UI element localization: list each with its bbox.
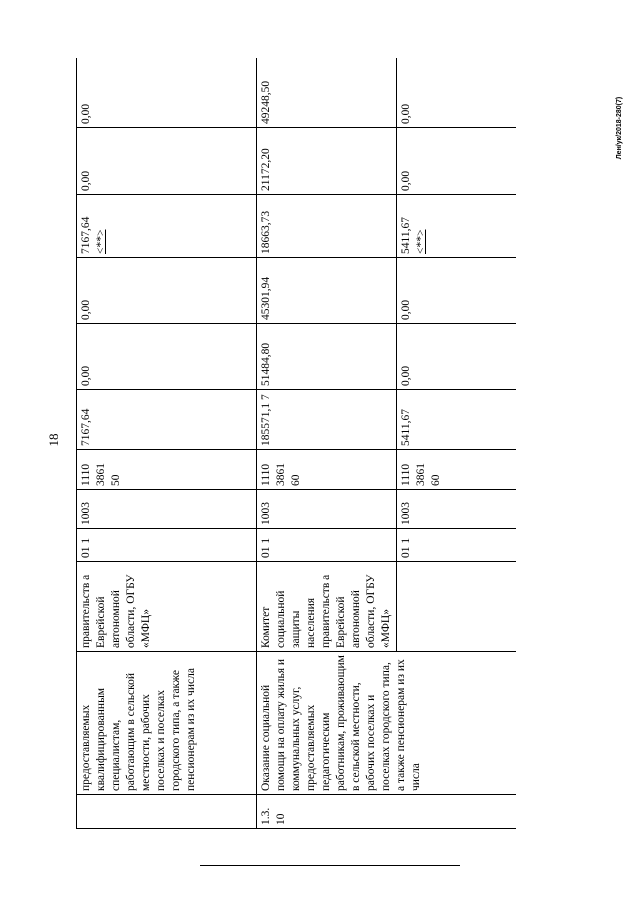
- cell-2014: 0,00: [397, 324, 517, 390]
- footnote-mark: <**>: [95, 229, 107, 254]
- cell-name: Оказание социальной помощи на оплату жилья и коммунальных услуг, предоставляемых педагогическим работникам, проживающим в сельской местности, рабочих поселках и поселках городского типа, а также пенсионерам из их числа: [257, 652, 517, 795]
- cell-2017: 21172,20: [257, 128, 397, 195]
- cell-2016: 18663,73: [257, 195, 397, 258]
- table-row: [77, 58, 257, 829]
- cell-name: предоставляемых квалифицированным специалистам, работающим в сельской местности, рабочих поселках и поселках городского типа, а также пенсионерам из их числа: [77, 652, 257, 795]
- document-code: Лен/ук/2018-280(7): [616, 96, 623, 160]
- page-number: 18: [46, 433, 61, 447]
- cell-csr: 1110 3861 50: [77, 450, 257, 490]
- cell-no: 1.3. 10: [257, 795, 517, 829]
- cell-executor: Комитет социальной защиты населения правительств а Еврейской автономной области, ОГБУ «МФЦ»: [257, 562, 397, 652]
- cell-2014: 0,00: [77, 324, 257, 390]
- cell-grbs: 01 1: [397, 529, 517, 562]
- footnote-mark: <**>: [415, 229, 427, 254]
- cell-csr: 1110 3861 60: [257, 450, 397, 490]
- cell-grbs: 01 1: [257, 529, 397, 562]
- table-row: [257, 58, 397, 829]
- cell-2016: [397, 195, 517, 258]
- program-table: [76, 58, 516, 829]
- cell-csr: 1110 3861 60: [397, 450, 517, 490]
- cell-2018: 49248,50: [257, 58, 397, 128]
- cell-2017: 0,00: [397, 128, 517, 195]
- cell-2018: 0,00: [77, 58, 257, 128]
- value-2016: 7167,64: [80, 216, 92, 254]
- cell-2016: [77, 195, 257, 258]
- cell-2018: 0,00: [397, 58, 517, 128]
- table-rotated: [76, 58, 516, 829]
- cell-2015: 0,00: [397, 258, 517, 324]
- rotated-table-container: [76, 58, 516, 829]
- cell-grbs: 01 1: [77, 529, 257, 562]
- cell-total: 185571,1 7: [257, 390, 397, 450]
- cell-2015: 45301,94: [257, 258, 397, 324]
- cell-rzpr: 1003: [77, 490, 257, 529]
- cell-executor: правительств а Еврейской автономной области, ОГБУ «МФЦ»: [77, 562, 257, 652]
- cell-rzpr: 1003: [397, 490, 517, 529]
- cell-2015: 0,00: [77, 258, 257, 324]
- cell-2017: 0,00: [77, 128, 257, 195]
- cell-rzpr: 1003: [257, 490, 397, 529]
- cell-executor: [397, 562, 517, 652]
- cell-2014: 51484,80: [257, 324, 397, 390]
- cell-total: 5411,67: [397, 390, 517, 450]
- value-2016: 5411,67: [400, 217, 412, 254]
- cell-total: 7167,64: [77, 390, 257, 450]
- cell-no: [77, 795, 257, 829]
- footer-rule: [200, 865, 460, 866]
